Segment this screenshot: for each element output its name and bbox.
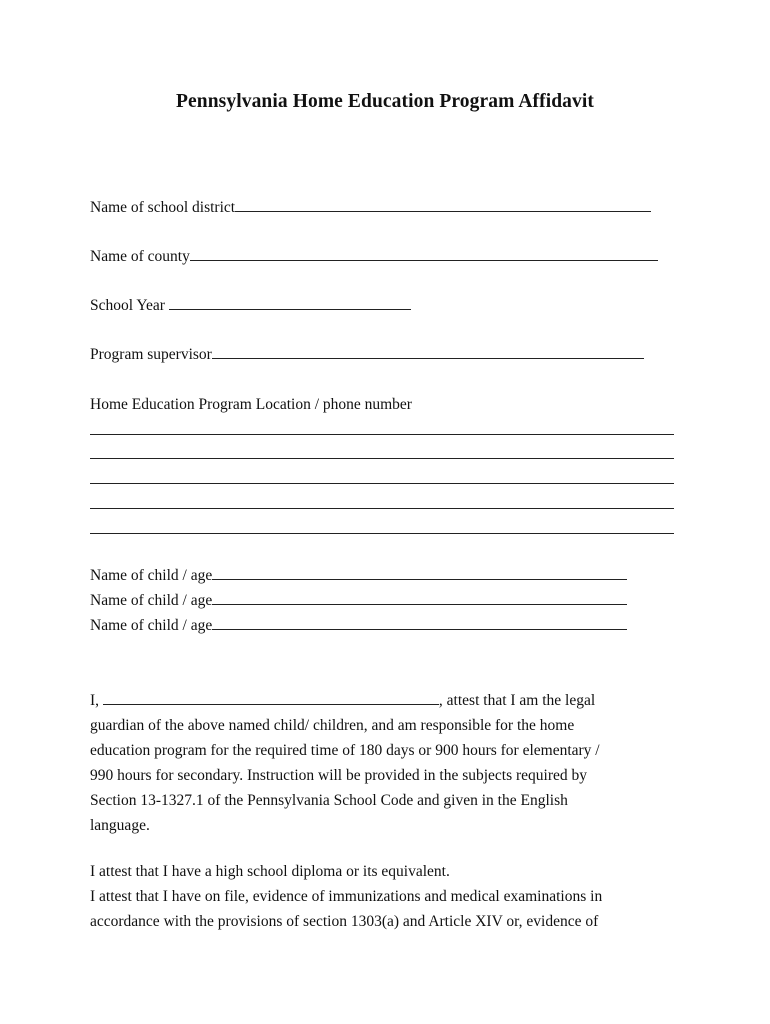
- attestation-line: education program for the required time of 180 days or 900 hours for elementary /: [90, 742, 600, 759]
- location-field-4[interactable]: [90, 508, 674, 509]
- county-field[interactable]: [190, 247, 658, 261]
- child-field-2[interactable]: [212, 591, 627, 605]
- attestation-first-suffix: , attest that I am the legal: [438, 692, 596, 709]
- child-row-3: [90, 616, 627, 636]
- supervisor-row: [90, 345, 644, 365]
- county-label: Name of county: [90, 248, 190, 265]
- school-year-field[interactable]: [169, 296, 411, 310]
- supervisor-field[interactable]: [212, 345, 644, 359]
- school-year-row: [90, 296, 411, 316]
- child-field-1[interactable]: [212, 566, 627, 580]
- school-district-label: Name of school district: [90, 199, 236, 216]
- child-label-2: Name of child / age: [90, 592, 213, 609]
- location-field-2[interactable]: [90, 458, 674, 459]
- statements-paragraph: [90, 859, 682, 934]
- child-row-1: [90, 566, 627, 586]
- attestation-paragraph: [90, 688, 682, 838]
- attestation-line: 990 hours for secondary. Instruction will be provided in the subjects required by: [90, 767, 588, 784]
- school-year-label: School Year: [90, 297, 165, 314]
- supervisor-label: Program supervisor: [90, 346, 212, 363]
- attestation-line: Section 13-1327.1 of the Pennsylvania School Code and given in the English: [90, 792, 568, 809]
- statement-line: accordance with the provisions of section 1303(a) and Article XIV or, evidence of: [90, 913, 599, 930]
- location-field-5[interactable]: [90, 533, 674, 534]
- child-label-3: Name of child / age: [90, 617, 213, 634]
- document-title: Pennsylvania Home Education Program Affidavit: [176, 91, 594, 112]
- attestation-line: language.: [90, 817, 150, 834]
- school-district-field[interactable]: [235, 198, 651, 212]
- location-field-3[interactable]: [90, 483, 674, 484]
- child-field-3[interactable]: [212, 616, 627, 630]
- statement-line: I attest that I have a high school diploma or its equivalent.: [90, 863, 450, 880]
- county-row: [90, 247, 658, 267]
- location-label: Home Education Program Location / phone number: [90, 396, 412, 413]
- child-label-1: Name of child / age: [90, 567, 213, 584]
- statement-line: I attest that I have on file, evidence of immunizations and medical examinations in: [90, 888, 603, 905]
- guardian-name-field[interactable]: [103, 691, 439, 705]
- attestation-line: guardian of the above named child/ children, and am responsible for the home: [90, 717, 575, 734]
- child-row-2: [90, 591, 627, 611]
- attestation-prefix: I,: [90, 692, 100, 709]
- attestation-first-line: [90, 688, 682, 713]
- location-field-1[interactable]: [90, 434, 674, 435]
- school-district-row: [90, 198, 651, 218]
